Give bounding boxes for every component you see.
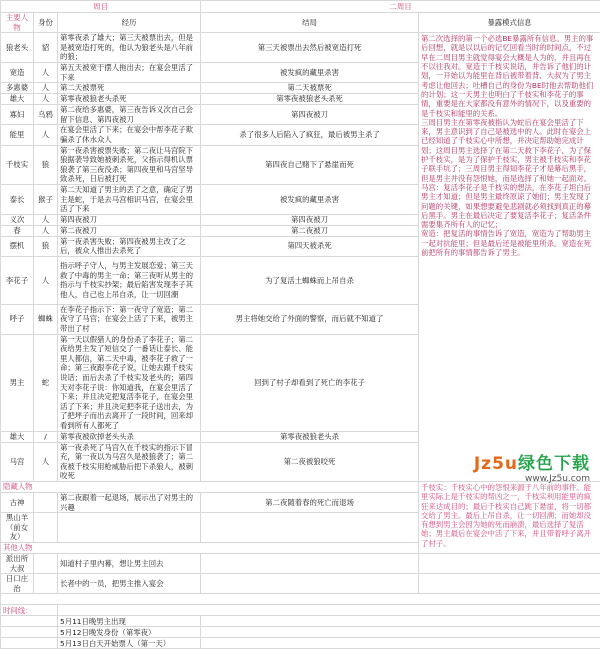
character-ending: 回到了村子却看到了死亡的李花子 [201,334,419,431]
character-experience: 第四夜被刀 [58,214,201,225]
character-ending: 第四夜被刀 [201,105,419,125]
timeline-empty [1,638,58,649]
character-name: 多惠婆 [1,83,34,94]
timeline-row [1,605,600,616]
character-ending: 第四夜自己赌下了悬崖而死 [201,145,419,184]
character-ending: 第零夜被狼老头杀 [201,431,419,442]
character-role: 人 [34,225,58,236]
note-paragraph: 千枝实：千枝实心中的怨恨来源于八年前的事件。能里实际上是千枝实的帮凶之一，千枝实利用能里的疯狂来达成目的；最后千枝实自己跳下悬崖，将一切都交给了男主。最后上吊自杀，让一切回溯；而她却没有想到男主会因为她的死而崩溃，最后选择了复活她；男主最后在宴会中活了下来，并且带着呼子离开了村子。 [421,483,598,548]
character-role: 人 [34,256,58,304]
character-experience: 第二夜跟着一起退场，展示出了对男主的兴趣 [58,492,201,512]
character-name: 狼老头 [1,33,34,63]
character-ending: 为了复活土蜘蛛而上吊自杀 [201,256,419,304]
col-header-role: 身份 [34,13,58,33]
character-role: 猴子 [34,184,58,214]
character-name: 寡妇 [1,105,34,125]
header-row-rounds [1,1,600,13]
character-role: 人 [34,62,58,82]
timeline-empty [58,605,600,616]
col-header-experience: 经历 [58,13,201,33]
character-role: 蜘蛛 [34,304,58,334]
timeline-row [1,616,600,627]
character-ending: 被发疯的藏里杀害 [201,184,419,214]
character-name: 黑山羊（前女友） [1,513,34,543]
header-row-columns [1,13,600,33]
watermark-logo [430,449,590,485]
character-ending: 被发疯的藏里杀害 [201,62,419,82]
character-ending [201,574,419,594]
character-name: 古神 [1,492,34,512]
watermark-url: www.Jz5u.com [430,474,590,484]
table-row [1,574,600,594]
section-label-other: 其他人物 [1,542,419,553]
round2-header: 二周目 [201,1,600,13]
character-experience: 第一夜杀害失败；第四夜被男主改了之后，被众人推出去杀死了 [58,236,201,256]
timeline-label: 时间线： [1,605,58,616]
timeline-item: 5月11日晚男主出现 [58,616,201,627]
character-experience: 第二夜被刀 [58,225,201,236]
character-role: 人 [34,125,58,145]
round1-header: 周目 [1,1,201,13]
col-header-name: 主要人物 [1,13,34,33]
timeline-empty [1,616,58,627]
character-experience: 第二天被票死 [58,83,201,94]
character-ending: 第三天被票出去然后被宽造打死 [201,33,419,63]
character-role: 乌鸦 [34,105,58,125]
spacer [1,594,600,605]
character-experience: 知道村子里内幕，想让男主回去 [58,553,201,573]
character-experience: 第二天知道了男主的丢了之意，确定了男主是蛇，于是去马宫相识马宫，在宴会里活了下来 [58,184,201,214]
character-ending: 第四夜被刀 [201,214,419,225]
character-experience: 指示呼子守人，与男主发展恋爱；第三天救了中毒的男主一命；第三夜听从男主的指示与千枝实抄架；最后陷害发现李子其他人，自己也上吊自杀，让一切回潮 [58,256,201,304]
character-role: 蛇 [34,334,58,431]
watermark-name-a: Jz5u [474,454,518,474]
character-experience: 第一夜杀死了马宫久在千枝实的指示下冒充，第一夜以为马宫久是被狼袭了；第二夜被千枝实用枪威胁后把下杀狼人，被刺咬死 [58,442,201,481]
character-name: 呼子 [1,304,34,334]
character-name: 雄大 [1,94,34,105]
table-row [1,33,600,63]
character-role: / [34,431,58,442]
character-ending: 男主将她交给了外面的警察，而后就不知道了 [201,304,419,334]
character-role: 狼 [34,236,58,256]
exposure-notes-continued [419,481,600,553]
character-ending: 第二天被票死 [201,83,419,94]
character-name: 马宫 [1,442,34,481]
col-header-notes: 暴露模式信息 [419,13,600,33]
timeline-empty [201,627,600,638]
character-name: 宽造 [1,62,34,82]
col-header-ending: 结局 [201,13,419,33]
note-paragraph: 宽造：把复活的事情告诉了宽造，宽造为了帮助男主一起对抗能里；但是最后还是被能里所杀。宽造在死前把所有的事情都告诉了男主。 [421,229,598,257]
character-experience: 第五天被宽于摆人拖出去；在宴会里活了下来 [58,62,201,82]
character-role [34,492,58,512]
notes-empty [419,553,600,573]
character-role: 狼 [34,145,58,184]
notes-empty [419,574,600,594]
character-ending: 第零夜被狼老头杀死 [201,94,419,105]
timeline-empty [201,638,600,649]
note-paragraph: 三周目男主在第零夜被指认为蛇后在宴会里活了下来，男主意识到了自己是被选中的人。此时在宴会上已经知道了千枝实心中所想，并决定帮助她完成计划；这周目男主选择了在第二天救下李花子，为了保护千枝实，是为了保护千枝实，男主被千枝实和李花子联手坑了；三周目男主得知李花子才是幕后黑手，但是男主并没有怨恨她，而是选择了和她一起面对。 [421,118,598,183]
character-experience: 第一夜杀害被票失败；第二夜让马宫院下狼据袭导致她被刺杀死，父指示得机认票狼袭了第三夜没杀；第四夜里和马宫坚导致杀死，日后被打死 [58,145,201,184]
character-ending: 第四天被杀死 [201,236,419,256]
character-name: 日口庄治 [1,574,34,594]
character-name: 千枝实 [1,145,34,184]
character-experience [58,513,201,543]
character-name: 雄大 [1,431,34,442]
character-name: 泰长 [1,184,34,214]
note-paragraph: 第二次选择的第一个必选BE暴露所有信息。男主的事后回想，就是以以后的记忆回看当时的时间点，不过早在二周目男主就觉得宴会大概是人为的，并且再在不以往我对。宽造于千枝实说话，并告诉了他们的计划，一开始以为能里在背后被带着背、大叔为了男主考虑让他回去；吐槽自己的身份为BE时他去帮助他们的计划；这一天男主也明白了千枝实和李花子的事情，重要是在大家都没有意外的情况下，以及重要的是千枝实和能里的关系。 [421,34,598,118]
character-experience: 在宴会里活了下来；在宴会中帮李花子欺骗杀了休水众人 [58,125,201,145]
character-ending: 第二夜被狼咬死 [201,442,419,481]
character-name: 李花子 [1,256,34,304]
timeline-item: 5月12日晚发身份（第零夜） [58,627,201,638]
character-name: 能里 [1,125,34,145]
watermark-name-b: 绿色下载 [518,454,590,474]
character-experience: 长者中的一员，把男主推入宴会 [58,574,201,594]
character-experience: 在李花子指示下：第一夜守了宽造；第二夜守了马宫；在宴会上活了下来，被男主带出了村 [58,304,201,334]
character-experience: 第零夜被砍掉老头头杀 [58,431,201,442]
character-ending: 第二夜被刀 [201,225,419,236]
spacer-row [1,594,600,605]
character-experience: 第零夜被狼老头杀死 [58,94,201,105]
character-ending: 杀了很多人后陷入了疯狂，最后被男主杀了 [201,125,419,145]
section-label-hidden: 隐藏人物 [1,481,419,492]
character-ending: 第二夜随着春的死亡而退场 [201,492,419,512]
character-name: 派出所大叔 [1,553,34,573]
timeline-item: 5月13日白天开始票人（第一天） [58,638,201,649]
character-experience: 第二夜给多惠婆，第三夜告诉义次自己会留下信息、第四夜被刀 [58,105,201,125]
timeline-empty [201,616,600,627]
character-role: 人 [34,94,58,105]
character-name: 春 [1,225,34,236]
character-experience: 第零夜杀了雄大；第三天被票出去，但是是被宽造打死的，他认为狼老头是八年前的狼； [58,33,201,63]
character-ending [201,513,419,543]
exposure-notes [419,33,600,482]
timeline-row [1,627,600,638]
timeline-row [1,638,600,649]
character-role [34,513,58,543]
watermark-title [430,449,590,474]
character-name: 义次 [1,214,34,225]
character-ending [201,553,419,573]
table-row [1,553,600,573]
character-role [34,574,58,594]
character-name: 男主 [1,334,34,431]
character-role: 人 [34,442,58,481]
character-role: 人 [34,214,58,225]
character-experience: 第一天以假猎人的身份杀了李花子；第二夜给男主发了短信交了一番话让泰长、能里人都信，第二天中毒，被李花子救了一命；第三夜跟李花子说，让她去跟千枝实说话；而后去杀了千枝实及老头的；第四天对李花子说：你知道我，在宴会里活了下来；并且决定把复活李花子，在宴会里活了下来；并且决定把李花子送出去，为了把坪子而出去离开了一段时间，回来却看到所有人都死了 [58,334,201,431]
character-name: 摆机 [1,236,34,256]
timeline-empty [1,627,58,638]
character-role [34,553,58,573]
character-role: 人 [34,83,58,94]
character-role: 貂 [34,33,58,63]
note-paragraph: 马宫：复活李花子是千枝实的想法，在李花子坦白后男主才知道；但是男主最终原谅了她们；男主发现了问题的关键，如果想要避免悲剧就必须找到真正的幕后黑手。男主在最后决定了要复活李花子；复活条件需要集齐所有人的记忆； [421,183,598,229]
